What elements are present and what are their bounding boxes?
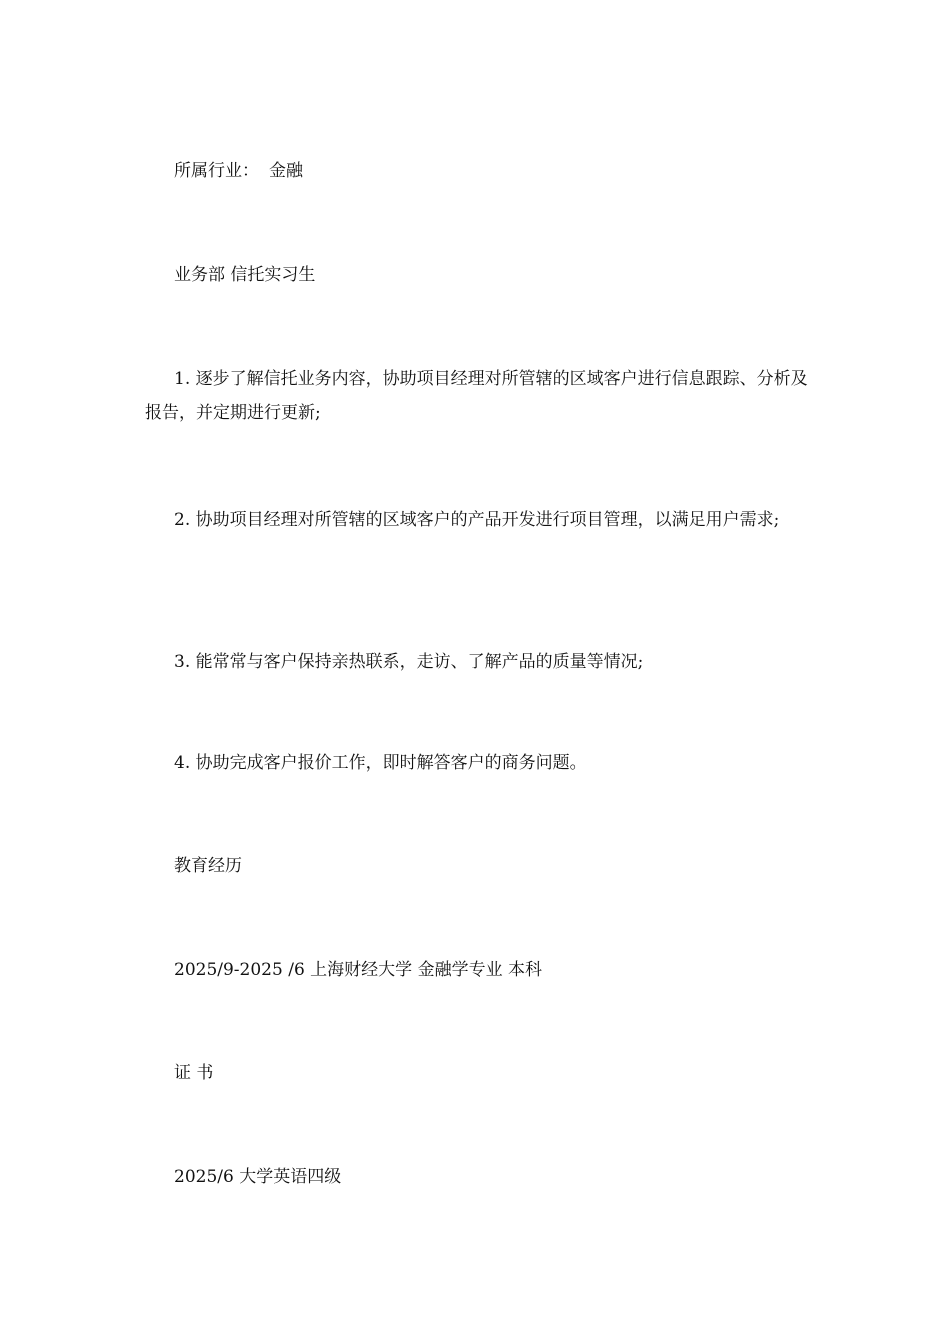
duty-text: 协助完成客户报价工作，即时解答客户的商务问题。 bbox=[195, 753, 587, 773]
duty-text: 能常常与客户保持亲热联系，走访、了解产品的质量等情况; bbox=[195, 652, 644, 672]
duty-number: 2. bbox=[174, 510, 191, 530]
duty-item bbox=[145, 503, 810, 537]
duty-number: 3. bbox=[174, 652, 191, 672]
industry-line bbox=[145, 154, 810, 188]
duty-number: 1. bbox=[174, 369, 191, 389]
certificate-entry bbox=[145, 1160, 810, 1194]
duty-number: 4. bbox=[174, 753, 191, 773]
duty-item bbox=[145, 362, 810, 430]
certificate-name: 大学英语四级 bbox=[239, 1167, 342, 1187]
duty-item bbox=[145, 645, 810, 679]
duty-item bbox=[145, 746, 810, 780]
education-period: 2025/9-2025 /6 bbox=[174, 960, 305, 980]
industry-value: 金融 bbox=[269, 161, 303, 181]
duty-text: 逐步了解信托业务内容，协助项目经理对所管辖的区域客户进行信息跟踪、分析及报告，并定期进行更新; bbox=[145, 369, 808, 423]
education-heading: 教育经历 bbox=[174, 856, 242, 876]
education-entry bbox=[145, 953, 810, 987]
industry-label: 所属行业： bbox=[174, 161, 259, 181]
job-title: 信托实习生 bbox=[230, 265, 316, 285]
education-school: 上海财经大学 bbox=[310, 960, 413, 980]
certificates-heading: 证 书 bbox=[174, 1063, 214, 1083]
certificate-date: 2025/6 bbox=[174, 1167, 234, 1187]
duty-text: 协助项目经理对所管辖的区域客户的产品开发进行项目管理，以满足用户需求; bbox=[195, 510, 780, 530]
department: 业务部 bbox=[174, 265, 225, 285]
position-line bbox=[145, 258, 810, 292]
education-degree: 本科 bbox=[507, 960, 542, 980]
education-major: 金融学专业 bbox=[417, 960, 503, 980]
